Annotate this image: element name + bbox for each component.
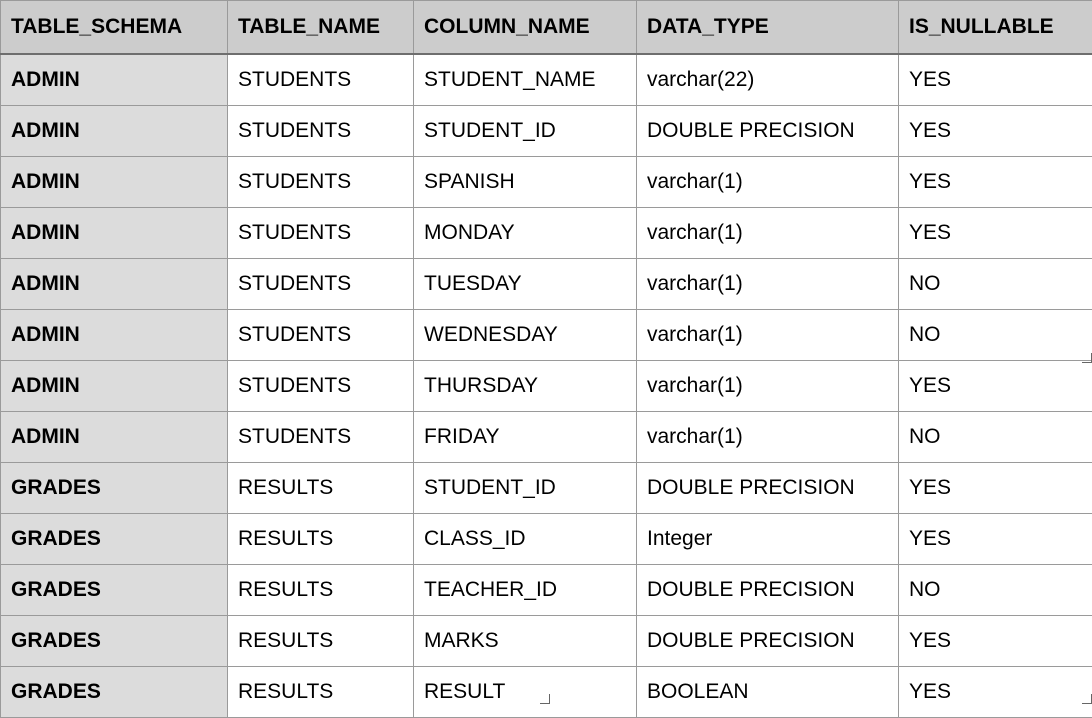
cell-table-name: RESULTS (228, 463, 414, 514)
resize-handle-right[interactable] (1082, 353, 1092, 363)
cell-is-nullable: YES (899, 54, 1092, 106)
cell-column-name: MARKS (414, 616, 637, 667)
column-header-data-type[interactable]: DATA_TYPE (637, 1, 899, 55)
cell-is-nullable: NO (899, 310, 1092, 361)
cell-column-name: SPANISH (414, 157, 637, 208)
cell-column-name: MONDAY (414, 208, 637, 259)
table-row[interactable] (1, 514, 1092, 565)
cell-is-nullable: YES (899, 616, 1092, 667)
cell-is-nullable: YES (899, 106, 1092, 157)
cell-column-name: THURSDAY (414, 361, 637, 412)
cell-table-schema: ADMIN (1, 106, 228, 157)
table-row[interactable] (1, 565, 1092, 616)
cell-is-nullable: YES (899, 667, 1092, 718)
cell-column-name: STUDENT_ID (414, 463, 637, 514)
cell-is-nullable: YES (899, 208, 1092, 259)
table-row[interactable] (1, 208, 1092, 259)
cell-data-type: varchar(1) (637, 412, 899, 463)
cell-column-name: TUESDAY (414, 259, 637, 310)
cell-table-name: STUDENTS (228, 106, 414, 157)
cell-column-name: TEACHER_ID (414, 565, 637, 616)
cell-table-name: STUDENTS (228, 412, 414, 463)
cell-data-type: varchar(1) (637, 259, 899, 310)
cell-table-schema: GRADES (1, 667, 228, 718)
cell-table-name: STUDENTS (228, 54, 414, 106)
table-row[interactable] (1, 157, 1092, 208)
table-row[interactable] (1, 259, 1092, 310)
cell-data-type: DOUBLE PRECISION (637, 616, 899, 667)
cell-column-name: STUDENT_ID (414, 106, 637, 157)
cell-column-name: FRIDAY (414, 412, 637, 463)
cell-table-name: STUDENTS (228, 361, 414, 412)
cell-table-name: STUDENTS (228, 208, 414, 259)
column-header-table-name[interactable]: TABLE_NAME (228, 1, 414, 55)
table-row[interactable] (1, 310, 1092, 361)
cell-column-name: WEDNESDAY (414, 310, 637, 361)
cell-data-type: BOOLEAN (637, 667, 899, 718)
cell-is-nullable: NO (899, 565, 1092, 616)
column-header-column-name[interactable]: COLUMN_NAME (414, 1, 637, 55)
cell-column-name: RESULT (414, 667, 637, 718)
cell-is-nullable: NO (899, 412, 1092, 463)
cell-is-nullable: NO (899, 259, 1092, 310)
cell-table-schema: ADMIN (1, 361, 228, 412)
cell-table-name: RESULTS (228, 616, 414, 667)
cell-is-nullable: YES (899, 157, 1092, 208)
cell-is-nullable: YES (899, 514, 1092, 565)
resize-handle-bottom-right[interactable] (1082, 694, 1092, 704)
cell-data-type: varchar(1) (637, 208, 899, 259)
column-header-table-schema[interactable]: TABLE_SCHEMA (1, 1, 228, 55)
table-row[interactable] (1, 361, 1092, 412)
cell-table-schema: ADMIN (1, 412, 228, 463)
table-row[interactable] (1, 412, 1092, 463)
resize-handle-bottom[interactable] (540, 694, 550, 704)
cell-data-type: varchar(22) (637, 54, 899, 106)
cell-data-type: DOUBLE PRECISION (637, 106, 899, 157)
cell-table-schema: ADMIN (1, 259, 228, 310)
cell-column-name: STUDENT_NAME (414, 54, 637, 106)
cell-table-schema: GRADES (1, 463, 228, 514)
cell-table-schema: ADMIN (1, 208, 228, 259)
column-header-is-nullable[interactable]: IS_NULLABLE (899, 1, 1092, 55)
table-row[interactable] (1, 463, 1092, 514)
cell-table-schema: ADMIN (1, 157, 228, 208)
table-header-row (1, 1, 1092, 55)
cell-table-schema: ADMIN (1, 310, 228, 361)
cell-table-schema: GRADES (1, 616, 228, 667)
cell-data-type: Integer (637, 514, 899, 565)
table-row[interactable] (1, 106, 1092, 157)
cell-is-nullable: YES (899, 361, 1092, 412)
cell-data-type: varchar(1) (637, 310, 899, 361)
cell-table-name: RESULTS (228, 514, 414, 565)
cell-table-name: RESULTS (228, 565, 414, 616)
table-row[interactable] (1, 616, 1092, 667)
cell-data-type: varchar(1) (637, 361, 899, 412)
cell-column-name: CLASS_ID (414, 514, 637, 565)
cell-data-type: DOUBLE PRECISION (637, 565, 899, 616)
cell-data-type: DOUBLE PRECISION (637, 463, 899, 514)
table-row[interactable] (1, 54, 1092, 106)
cell-table-schema: ADMIN (1, 54, 228, 106)
cell-data-type: varchar(1) (637, 157, 899, 208)
cell-table-schema: GRADES (1, 514, 228, 565)
cell-table-schema: GRADES (1, 565, 228, 616)
cell-table-name: STUDENTS (228, 259, 414, 310)
table-header (1, 1, 1092, 55)
cell-table-name: STUDENTS (228, 310, 414, 361)
cell-is-nullable: YES (899, 463, 1092, 514)
cell-table-name: RESULTS (228, 667, 414, 718)
table-row[interactable] (1, 667, 1092, 718)
table-body (1, 54, 1092, 718)
cell-table-name: STUDENTS (228, 157, 414, 208)
